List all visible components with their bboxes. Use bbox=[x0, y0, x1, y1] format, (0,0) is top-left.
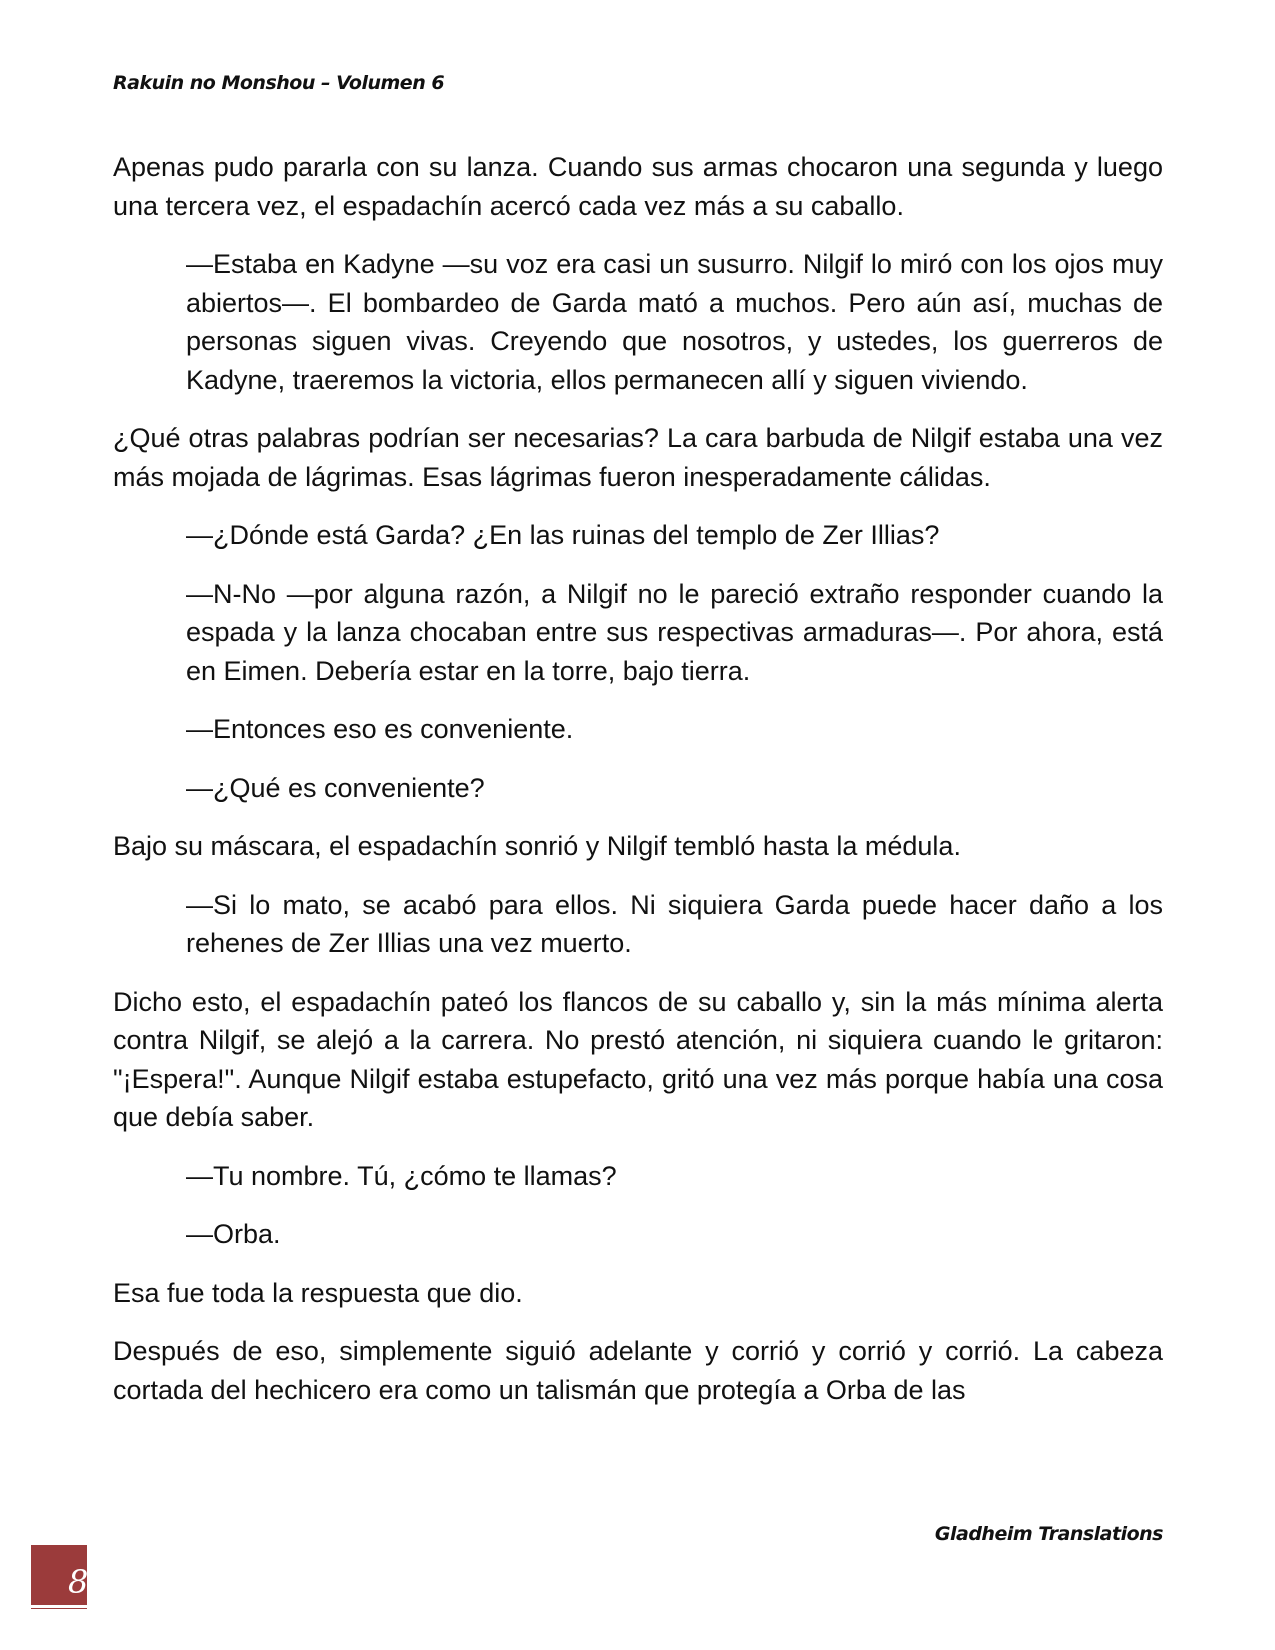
dialogue-paragraph: —¿Qué es conveniente? bbox=[186, 772, 485, 803]
dialogue-paragraph: —N-No —por alguna razón, a Nilgif no le pareció extraño responder cuando la espada y la lanza chocaban entre sus respectivas armaduras—. Por ahora, está en Eimen. Debería estar en la torre, bajo tierra. bbox=[186, 578, 1163, 686]
page-number: 8 bbox=[68, 1563, 89, 1601]
dialogue-paragraph: —Orba. bbox=[186, 1219, 281, 1249]
running-header: Rakuin no Monshou – Volumen 6 bbox=[113, 72, 445, 94]
dialogue-paragraph: —Tu nombre. Tú, ¿cómo te llamas? bbox=[186, 1160, 617, 1191]
paragraph: ¿Qué otras palabras podrían ser necesarias? La cara barbuda de Nilgif estaba una vez más mojada de lágrimas. Esas lágrimas fueron inesperadamente cálidas. bbox=[113, 423, 1163, 492]
dialogue-paragraph: —Entonces eso es conveniente. bbox=[186, 714, 574, 744]
paragraph: Dicho esto, el espadachín pateó los flancos de su caballo y, sin la más mínima alerta contra Nilgif, se alejó a la carrera. No prestó atención, ni siquiera cuando le gritaron: "¡Espera!". Aunque Nilgif estaba estupefacto, gritó una vez más porque había una cosa que debía saber. bbox=[113, 986, 1163, 1132]
paragraph: Esa fue toda la respuesta que dio. bbox=[113, 1277, 523, 1308]
paragraph: Después de eso, simplemente siguió adelante y corrió y corrió y corrió. La cabeza cortada del hechicero era como un talismán que protegía a Orba de las bbox=[113, 1336, 1163, 1405]
dialogue-paragraph: —Estaba en Kadyne —su voz era casi un susurro. Nilgif lo miró con los ojos muy abiertos—. El bombardeo de Garda mató a muchos. Pero aún así, muchas de personas siguen vivas. Creyendo que nosotros, y ustedes, los guerreros de Kadyne, traeremos la victoria, ellos permanecen allí y siguen viviendo. bbox=[186, 249, 1163, 395]
dialogue-paragraph: —¿Dónde está Garda? ¿En las ruinas del templo de Zer Illias? bbox=[186, 520, 940, 550]
dialogue-paragraph: —Si lo mato, se acabó para ellos. Ni siquiera Garda puede hacer daño a los rehenes de Zer Illias una vez muerto. bbox=[186, 889, 1163, 958]
chapter-body bbox=[113, 148, 1163, 1429]
translator-credit: Gladheim Translations bbox=[934, 1523, 1163, 1545]
paragraph: Bajo su máscara, el espadachín sonrió y Nilgif tembló hasta la médula. bbox=[113, 831, 961, 861]
page-marker-underline bbox=[31, 1605, 87, 1608]
paragraph: Apenas pudo pararla con su lanza. Cuando sus armas chocaron una segunda y luego una tercera vez, el espadachín acercó cada vez más a su caballo. bbox=[113, 152, 1163, 221]
